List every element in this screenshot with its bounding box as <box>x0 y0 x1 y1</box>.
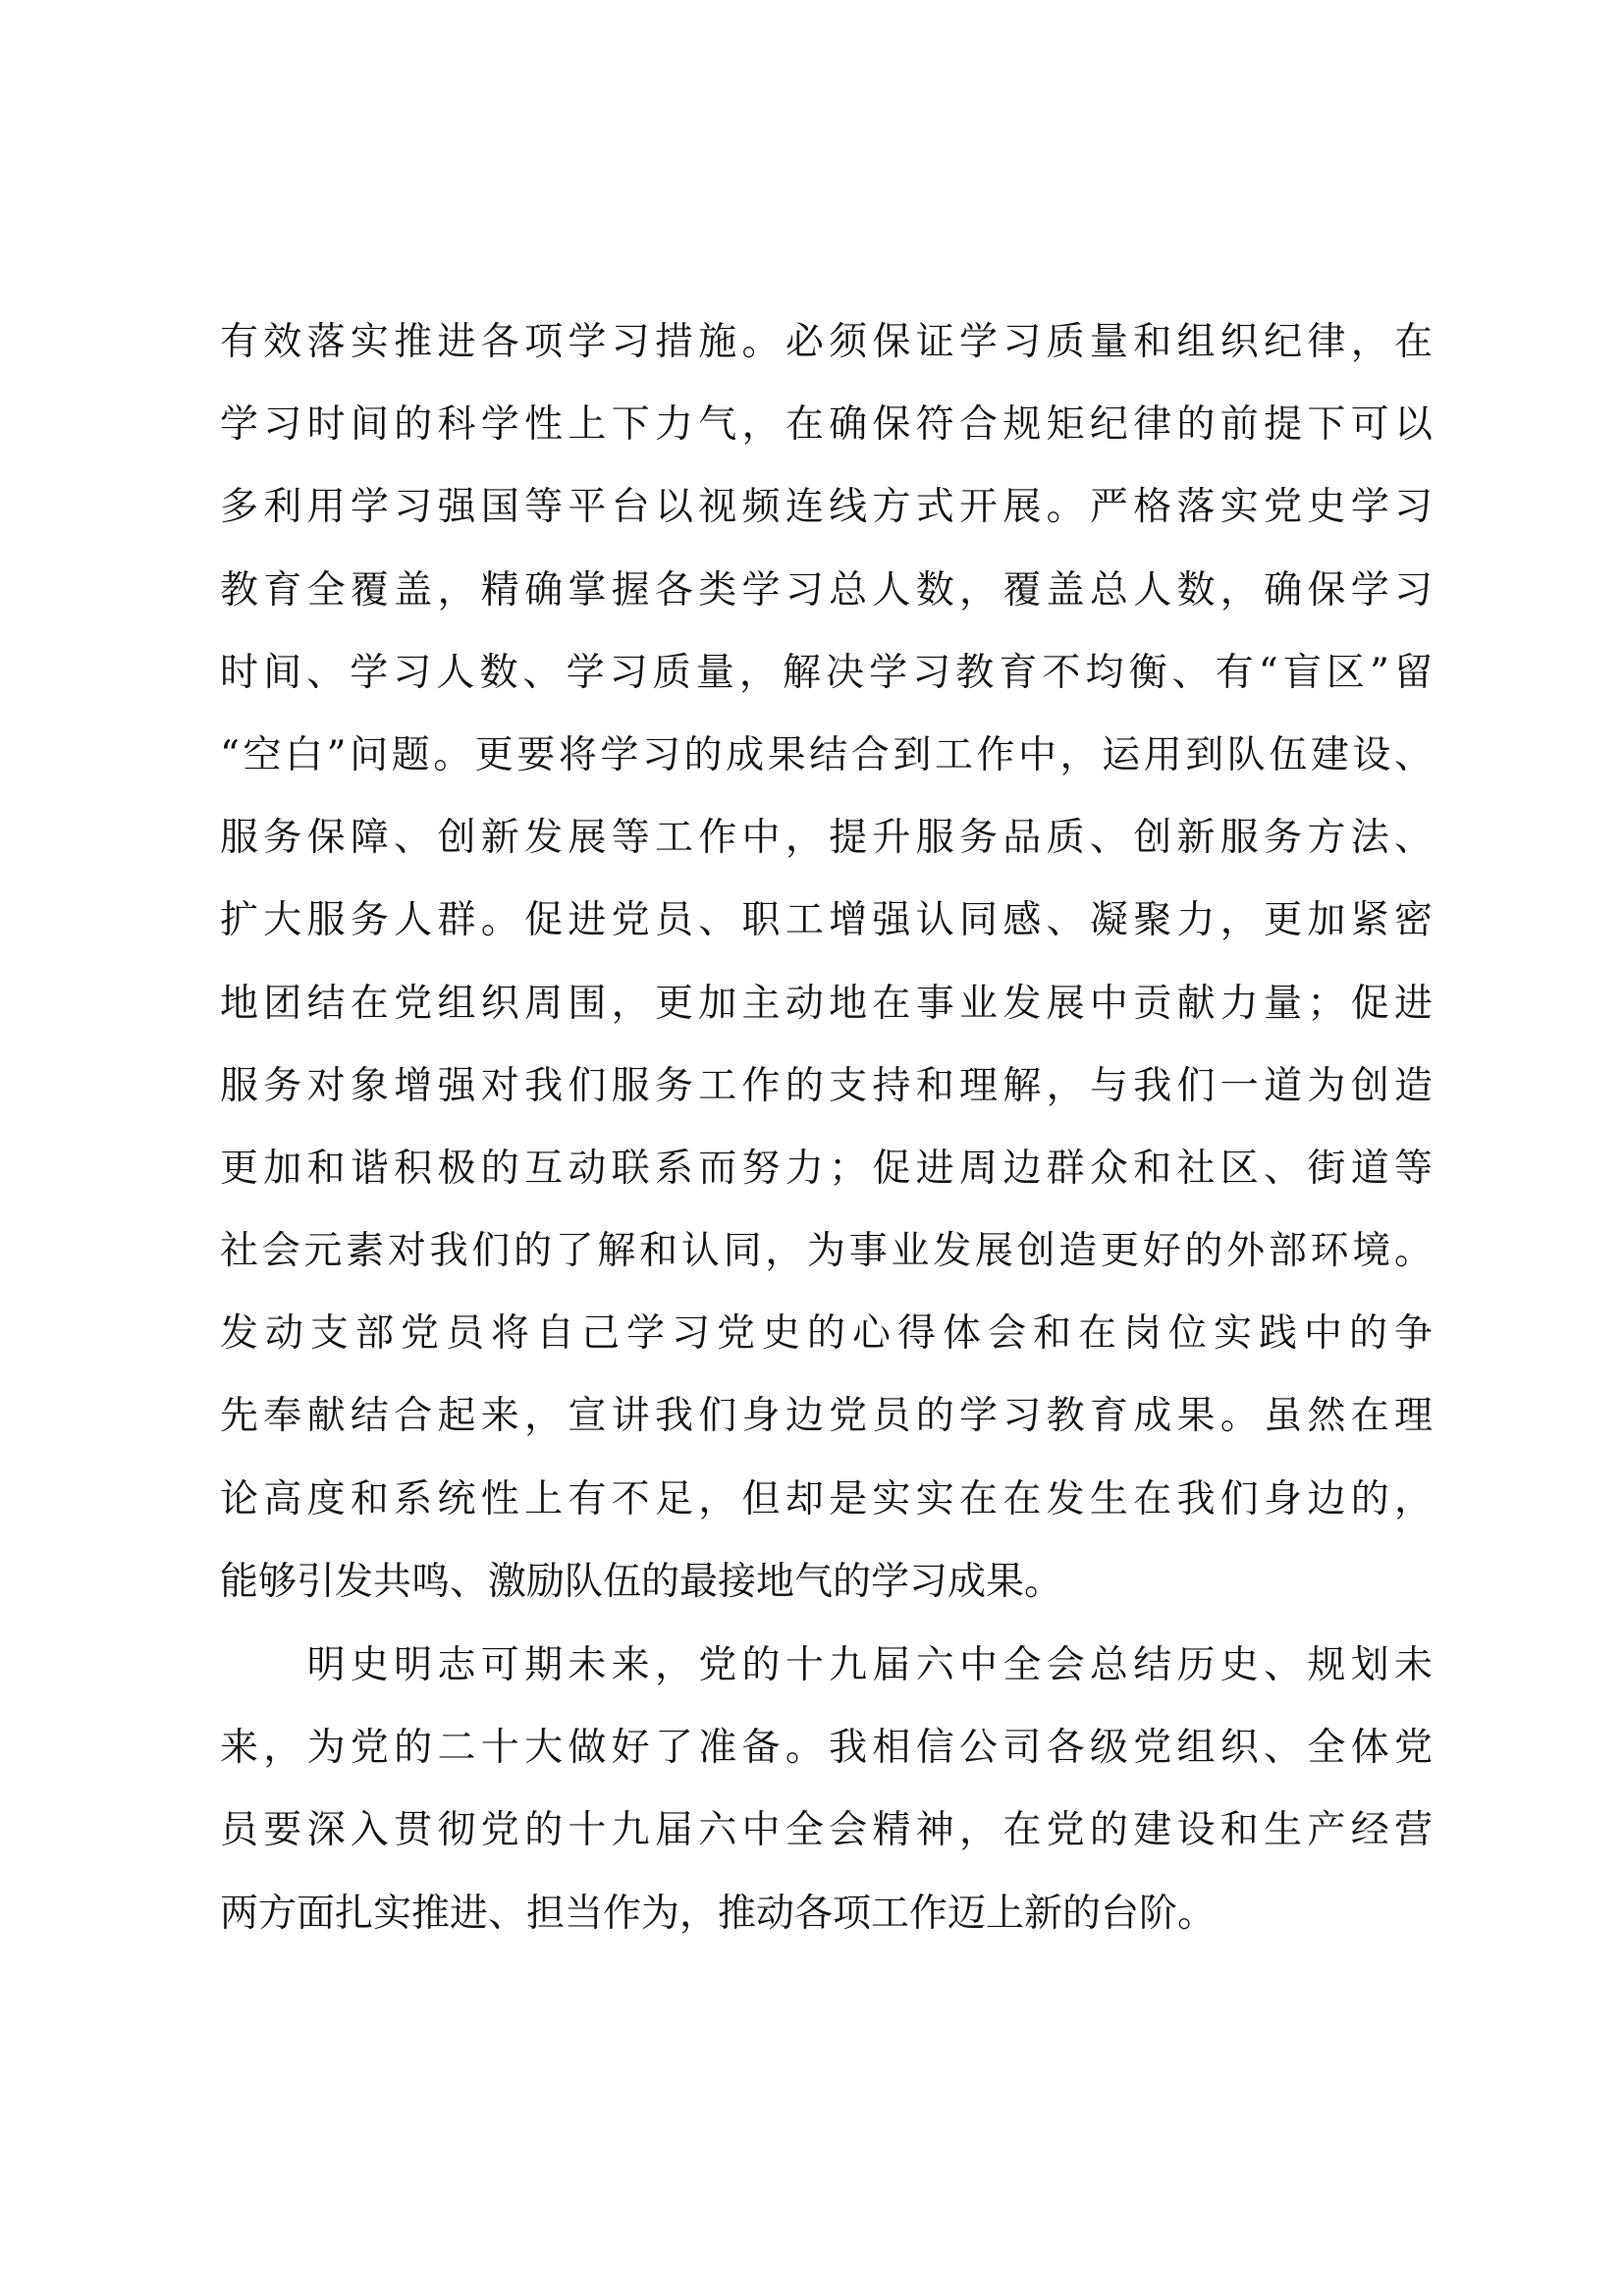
text-line: 有效落实推进各项学习措施。必须保证学习质量和组织纪律，在 <box>220 320 1433 364</box>
text-line: 服务保障、创新发展等工作中，提升服务品质、创新服务方法、 <box>220 816 1433 861</box>
text-line: “空白”问题。更要将学习的成果结合到工作中，运用到队伍建设、 <box>220 732 1433 777</box>
text-line: 两方面扎实推进、担当作为，推动各项工作迈上新的台阶。 <box>220 1891 1217 1936</box>
text-line: 服务对象增强对我们服务工作的支持和理解，与我们一道为创造 <box>220 1063 1433 1108</box>
text-line: 扩大服务人群。促进党员、职工增强认同感、凝聚力，更加紧密 <box>220 898 1433 943</box>
text-line: 明史明志可期未来，党的十九届六中全会总结历史、规划未 <box>220 1643 1433 1687</box>
text-line: 能够引发共鸣、激励队伍的最接地气的学习成果。 <box>220 1559 1063 1604</box>
text-line: 员要深入贯彻党的十九届六中全会精神，在党的建设和生产经营 <box>220 1808 1433 1853</box>
text-line: 多利用学习强国等平台以视频连线方式开展。严格落实党史学习 <box>220 485 1433 530</box>
text-line: 更加和谐积极的互动联系而努力；促进周边群众和社区、街道等 <box>220 1146 1433 1191</box>
paragraph-1 <box>220 301 1433 1624</box>
paragraph-2 <box>220 1625 1433 1955</box>
text-line: 发动支部党员将自己学习党史的心得体会和在岗位实践中的争 <box>220 1311 1433 1357</box>
text-line: 先奉献结合起来，宣讲我们身边党员的学习教育成果。虽然在理 <box>220 1394 1433 1439</box>
text-line: 来，为党的二十大做好了准备。我相信公司各级党组织、全体党 <box>220 1726 1433 1771</box>
text-line: 教育全覆盖，精确掌握各类学习总人数，覆盖总人数，确保学习 <box>220 567 1433 613</box>
text-line: 时间、学习人数、学习质量，解决学习教育不均衡、有“盲区”留 <box>220 650 1433 695</box>
text-line: 学习时间的科学性上下力气，在确保符合规矩纪律的前提下可以 <box>220 402 1433 448</box>
text-line: 论高度和系统性上有不足，但却是实实在在发生在我们身边的， <box>220 1476 1433 1522</box>
text-line: 社会元素对我们的了解和认同，为事业发展创造更好的外部环境。 <box>220 1229 1433 1274</box>
text-line: 地团结在党组织周围，更加主动地在事业发展中贡献力量；促进 <box>220 981 1433 1026</box>
